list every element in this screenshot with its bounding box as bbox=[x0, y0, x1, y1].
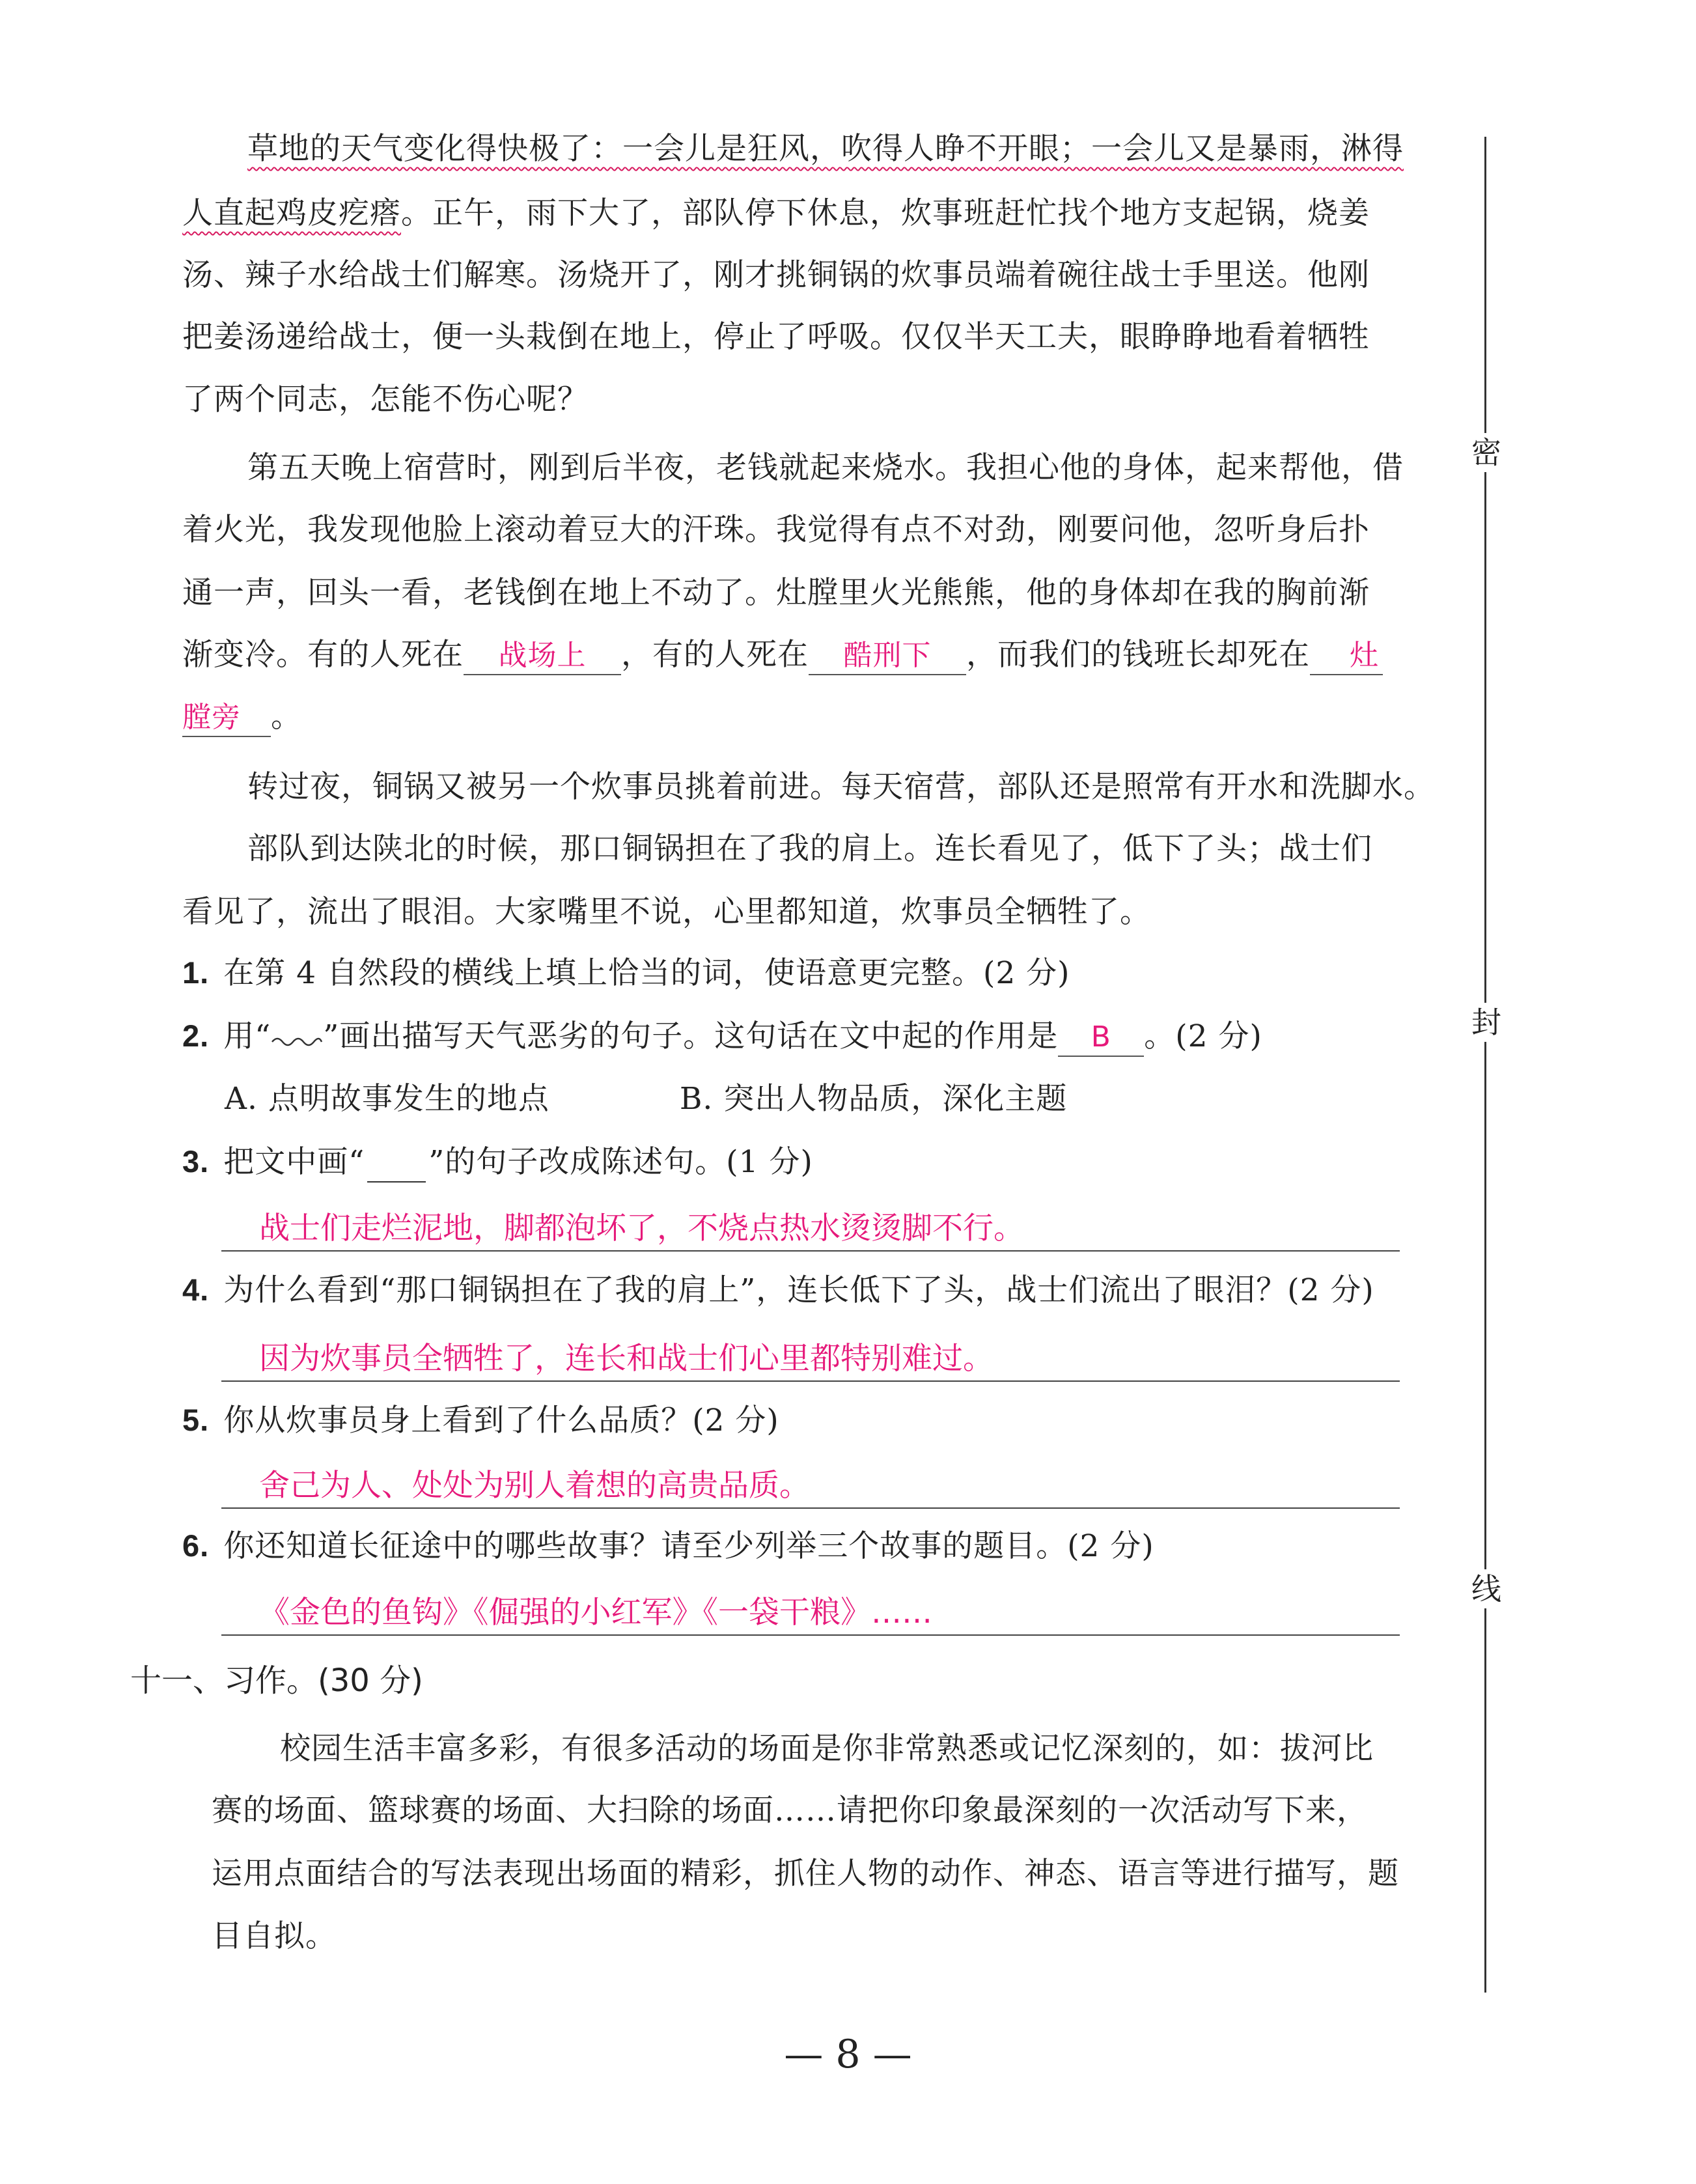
option-a: A. 点明故事发生的地点 bbox=[225, 1081, 549, 1117]
question-5: 5. 你从炊事员身上看到了什么品质？(2 分) bbox=[182, 1403, 779, 1438]
question-1: 1. 在第 4 自然段的横线上填上恰当的词，使语意更完整。(2 分) bbox=[182, 955, 1070, 991]
passage-line: 把姜汤递给战士，便一头栽倒在地上，停止了呼吸。仅仅半天工夫，眼睁睁地看着牺牲 bbox=[182, 319, 1370, 355]
writing-prompt-line: 校园生活丰富多彩，有很多活动的场面是你非常熟悉或记忆深刻的，如：拔河比 bbox=[280, 1731, 1374, 1767]
straight-mark-icon bbox=[367, 1158, 426, 1183]
passage-line: 通一声，回头一看，老钱倒在地上不动了。灶膛里火光熊熊，他的身体却在我的胸前渐 bbox=[182, 575, 1370, 611]
option-b: B. 突出人物品质，深化主题 bbox=[679, 1081, 1068, 1117]
answer-line-q5[interactable]: 舍己为人、处处为别人着想的高贵品质。 bbox=[221, 1462, 1400, 1509]
answer-line-q4[interactable]: 因为炊事员全牺牲了，连长和战士们心里都特别难过。 bbox=[221, 1335, 1400, 1382]
fill-blank-1[interactable]: 战场上 bbox=[464, 637, 621, 675]
question-number: 1. bbox=[182, 955, 210, 990]
question-6: 6. 你还知道长征途中的哪些故事？请至少列举三个故事的题目。(2 分) bbox=[182, 1528, 1154, 1564]
passage-line: 第五天晚上宿营时，刚到后半夜，老钱就起来烧水。我担心他的身体，起来帮他，借 bbox=[247, 450, 1404, 486]
passage-line: 转过夜，铜锅又被另一个炊事员挑着前进。每天宿营，部队还是照常有开水和洗脚水。 bbox=[247, 769, 1435, 805]
passage-line bbox=[247, 129, 1404, 169]
passage-line: 人直起鸡皮疙瘩。正午，雨下大了，部队停下休息，炊事班赶忙找个地方支起锅，烧姜 bbox=[182, 195, 1370, 231]
writing-prompt-line: 目自拟。 bbox=[212, 1918, 337, 1954]
wavy-underlined-sentence: 草地的天气变化得快极了：一会儿是狂风，吹得人睁不开眼；一会儿又是暴雨，淋得 bbox=[247, 131, 1404, 167]
passage-line: 膛旁 。 bbox=[182, 697, 1400, 737]
fill-blank-2[interactable]: 酷刑下 bbox=[809, 637, 966, 675]
binding-label-close: 封 bbox=[1468, 1003, 1505, 1042]
answer-line-q3[interactable]: 战士们走烂泥地，脚都泡坏了，不烧点热水烫烫脚不行。 bbox=[221, 1205, 1400, 1252]
passage-line: 渐变冷。有的人死在 战场上 ，有的人死在 酷刑下 ，而我们的钱班长却死在 灶 bbox=[182, 635, 1400, 675]
question-number: 3. bbox=[182, 1144, 210, 1179]
question-number: 4. bbox=[182, 1272, 210, 1307]
wavy-underlined-sentence: 人直起鸡皮疙瘩 bbox=[182, 195, 401, 231]
answer-blank-q2[interactable]: B bbox=[1058, 1019, 1144, 1057]
question-4: 4. 为什么看到“那口铜锅担在了我的肩上”，连长低下了头，战士们流出了眼泪？(2 分) bbox=[182, 1272, 1374, 1308]
binding-label-line: 线 bbox=[1468, 1569, 1505, 1608]
writing-prompt-line: 运用点面结合的写法表现出场面的精彩，抓住人物的动作、神态、语言等进行描写，题 bbox=[212, 1856, 1399, 1892]
binding-line bbox=[1484, 137, 1486, 1993]
fill-blank-3-start[interactable]: 灶 bbox=[1310, 637, 1383, 675]
question-number: 2. bbox=[182, 1018, 210, 1053]
passage-line: 部队到达陕北的时候，那口铜锅担在了我的肩上。连长看见了，低下了头；战士们 bbox=[247, 831, 1372, 867]
writing-prompt-line: 赛的场面、篮球赛的场面、大扫除的场面……请把你印象最深刻的一次活动写下来， bbox=[212, 1793, 1368, 1828]
question-3: 3. 把文中画“ ”的句子改成陈述句。(1 分) bbox=[182, 1141, 1400, 1183]
passage-line: 了两个同志，怎能不伤心呢？ bbox=[182, 382, 589, 417]
fill-blank-3-end[interactable]: 膛旁 bbox=[182, 699, 271, 737]
passage-line: 着火光，我发现他脸上滚动着豆大的汗珠。我觉得有点不对劲，刚要问他，忽听身后扑 bbox=[182, 512, 1370, 548]
page-number: — 8 — bbox=[784, 2032, 912, 2077]
wavy-mark-icon bbox=[271, 1029, 323, 1048]
passage-line: 看见了，流出了眼泪。大家嘴里不说，心里都知道，炊事员全牺牲了。 bbox=[182, 894, 1151, 930]
answer-line-q6[interactable]: 《金色的鱼钩》《倔强的小红军》《一袋干粮》…… bbox=[221, 1589, 1400, 1636]
question-2: 2. 用“ ”画出描写天气恶劣的句子。这句话在文中起的作用是 B 。(2 分) bbox=[182, 1016, 1400, 1057]
passage-line: 汤、辣子水给战士们解寒。汤烧开了，刚才挑铜锅的炊事员端着碗往战士手里送。他刚 bbox=[182, 257, 1370, 293]
question-2-options bbox=[225, 1079, 1442, 1119]
question-number: 5. bbox=[182, 1403, 210, 1437]
question-number: 6. bbox=[182, 1528, 210, 1563]
section-title-writing: 十一、习作。(30 分) bbox=[130, 1662, 423, 1699]
binding-label-seal: 密 bbox=[1468, 433, 1505, 472]
